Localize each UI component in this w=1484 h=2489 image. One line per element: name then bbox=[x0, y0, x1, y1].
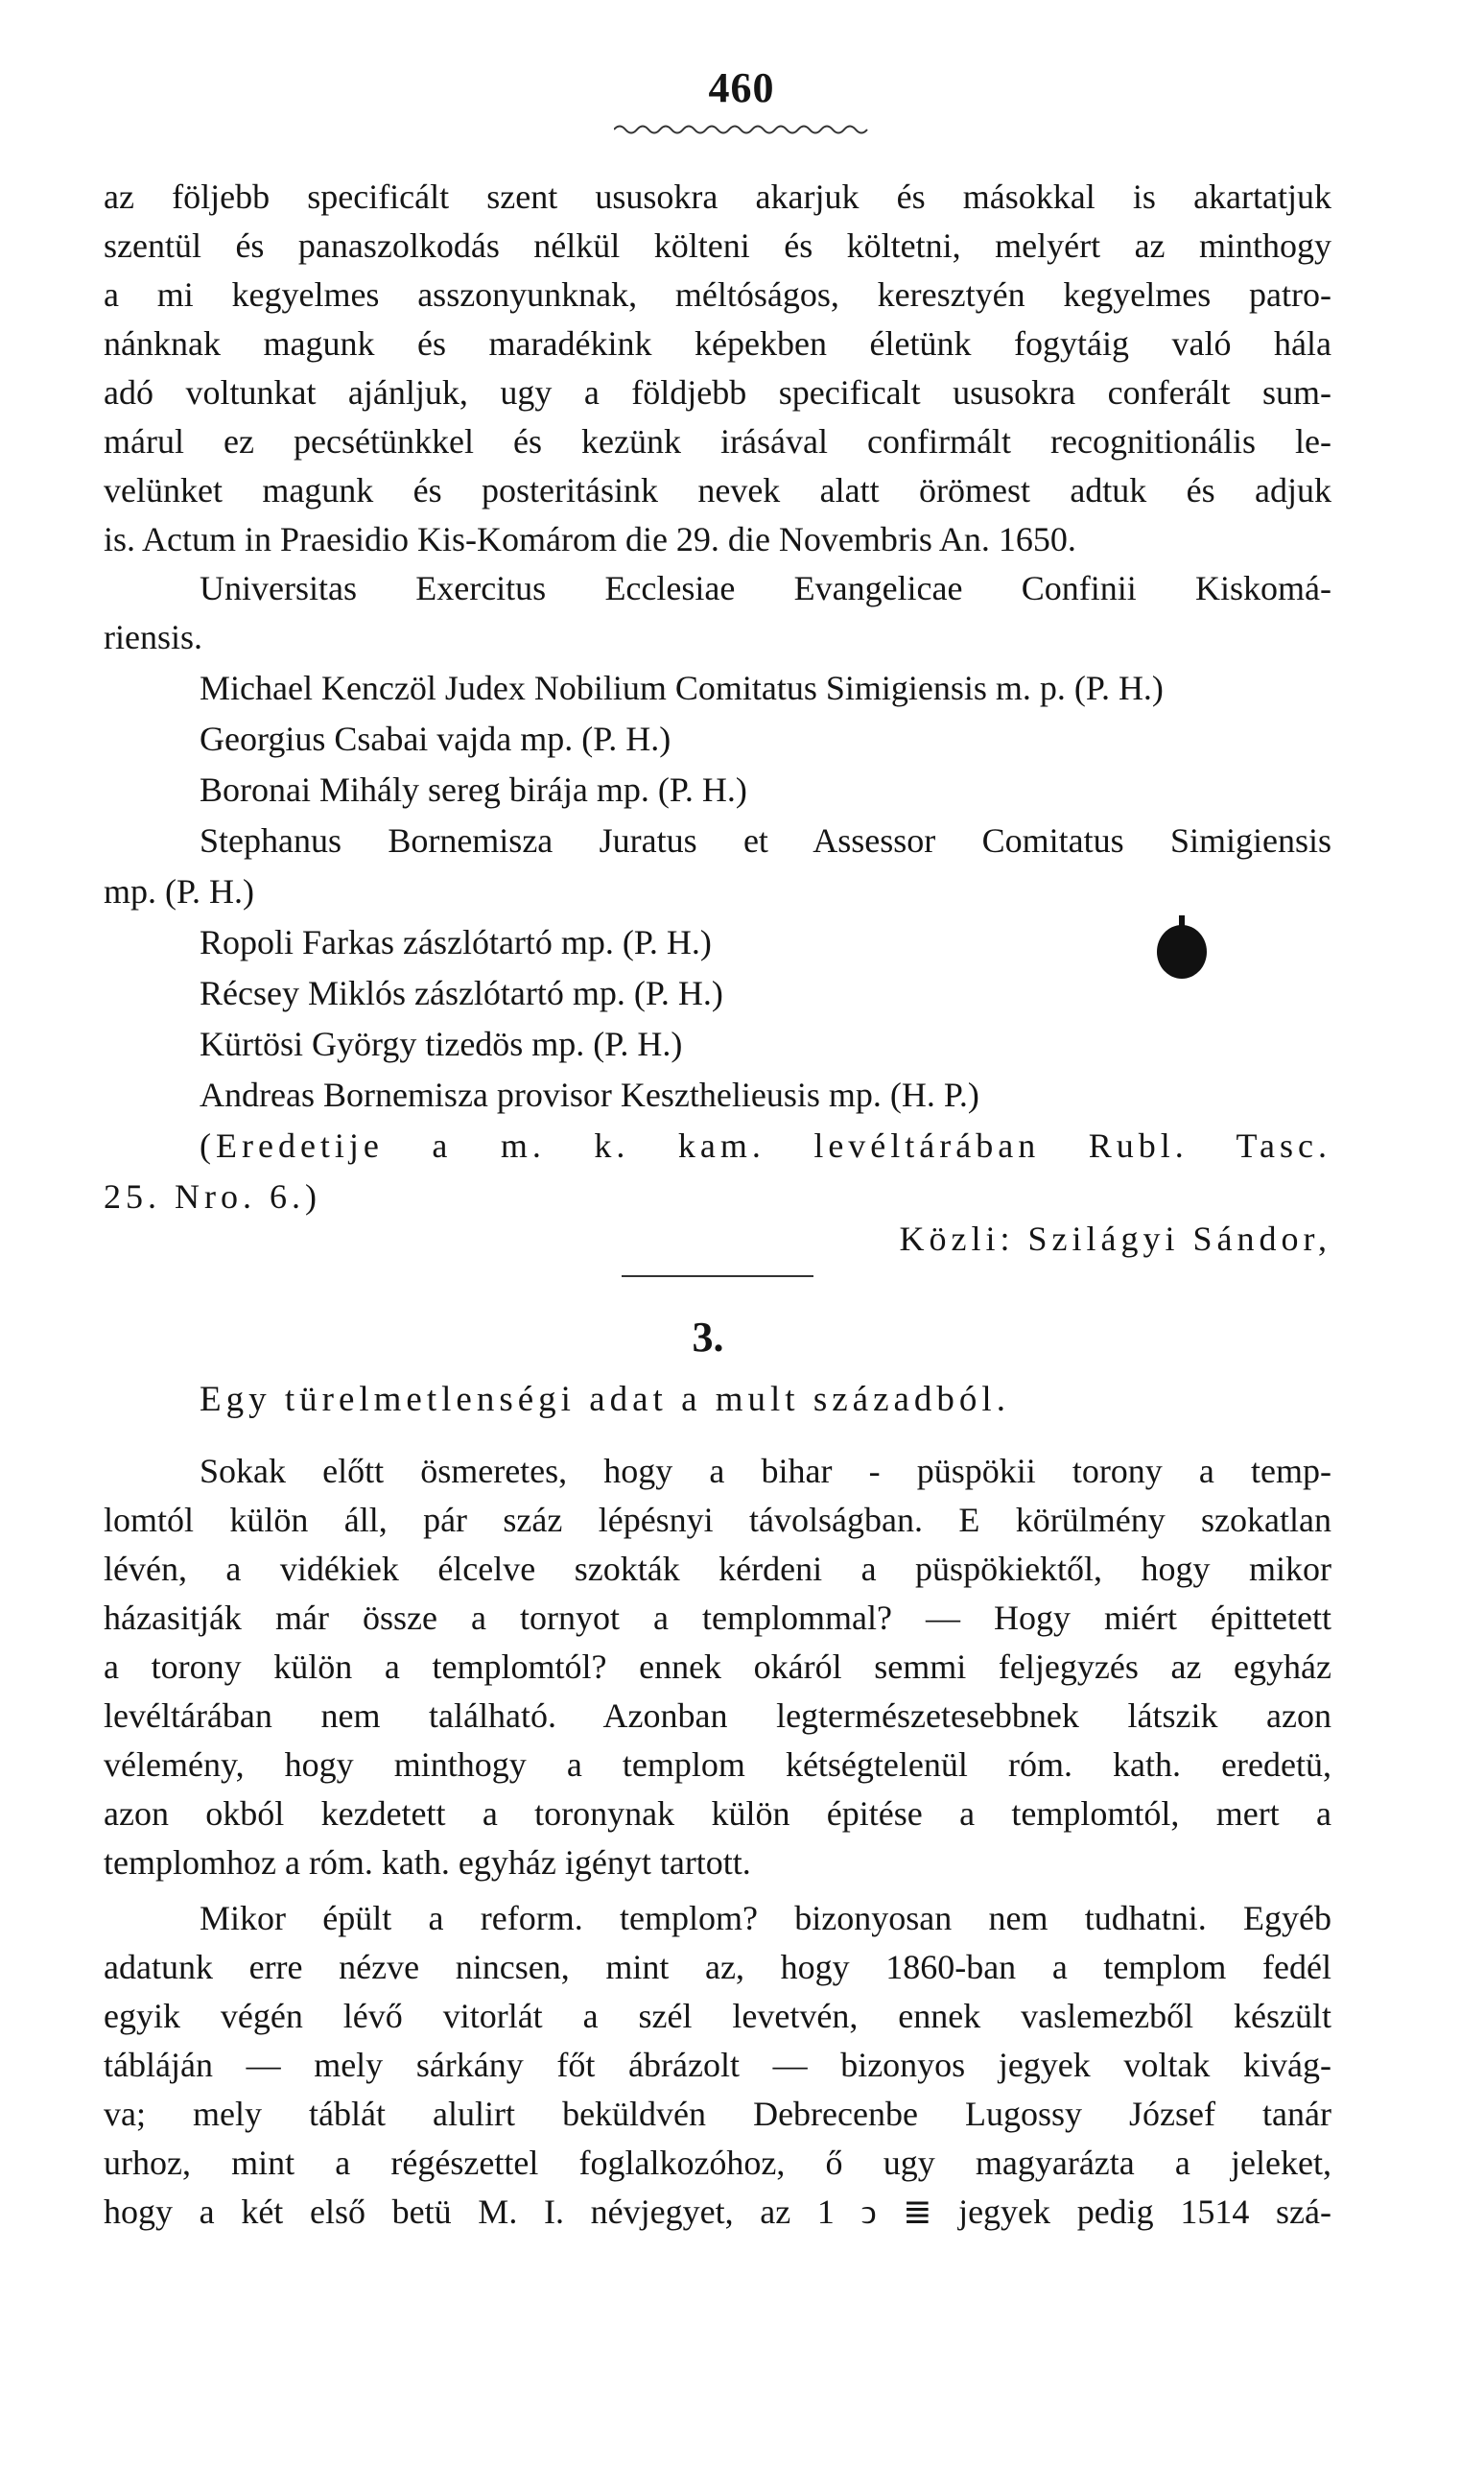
seal-mark-icon bbox=[1153, 912, 1211, 981]
source-note: (Eredetije a m. k. kam. levéltárában Rubl. Tasc. bbox=[200, 1126, 1331, 1165]
paragraph-line: lévén, a vidékiek élcelve szokták kérdeni a püspökiektől, hogy mikor bbox=[104, 1550, 1331, 1588]
wavy-rule bbox=[614, 123, 871, 136]
text-line: Universitas Exercitus Ecclesiae Evangelicae Confinii Kiskomá- bbox=[200, 569, 1331, 607]
paragraph-line: tábláján — mely sárkány főt ábrázolt — bizonyos jegyek voltak kivág- bbox=[104, 2046, 1331, 2084]
signature-line: Georgius Csabai vajda mp. (P. H.) bbox=[200, 720, 671, 758]
signature-line: Michael Kenczöl Judex Nobilium Comitatus Simigiensis m. p. (P. H.) bbox=[200, 669, 1164, 707]
communicated-by: Közli: Szilágyi Sándor, bbox=[899, 1220, 1331, 1258]
text-line: nánknak magunk és maradékink képekben életünk fogytáig való hála bbox=[104, 324, 1331, 363]
signature-line: Stephanus Bornemisza Juratus et Assessor Comitatus Simigiensis bbox=[200, 821, 1331, 860]
paragraph-line: a torony külön a templomtól? ennek okáról semmi feljegyzés az egyház bbox=[104, 1647, 1331, 1686]
text-line: is. Actum in Praesidio Kis-Komárom die 29. die Novembris An. 1650. bbox=[104, 520, 1076, 558]
paragraph-line: lomtól külön áll, pár száz lépésnyi távolságban. E körülmény szokatlan bbox=[104, 1501, 1331, 1539]
paragraph-line: hogy a két első betü M. I. névjegyet, az 1 ↄ ≣ jegyek pedig 1514 szá- bbox=[104, 2193, 1331, 2231]
section-divider bbox=[622, 1275, 813, 1277]
signature-line: Boronai Mihály sereg birája mp. (P. H.) bbox=[200, 770, 747, 809]
paragraph-line: egyik végén lévő vitorlát a szél levetvén, ennek vaslemezből készült bbox=[104, 1997, 1331, 2035]
paragraph-line: vélemény, hogy minthogy a templom kétségtelenül róm. kath. eredetü, bbox=[104, 1745, 1331, 1784]
text-line: a mi kegyelmes asszonyunknak, méltóságos, keresztyén kegyelmes patro- bbox=[104, 275, 1331, 314]
text-line: az följebb specificált szent ususokra akarjuk és másokkal is akartatjuk bbox=[104, 178, 1331, 216]
text-line: riensis. bbox=[104, 618, 202, 656]
text-line: velünket magunk és posteritásink nevek alatt örömest adtuk és adjuk bbox=[104, 471, 1331, 510]
paragraph-line: levéltárában nem található. Azonban legtermészetesebbnek látszik azon bbox=[104, 1696, 1331, 1735]
source-note: 25. Nro. 6.) bbox=[104, 1177, 321, 1216]
text-line: szentül és panaszolkodás nélkül költeni és költetni, melyért az minthogy bbox=[104, 226, 1331, 265]
section-title: Egy türelmetlenségi adat a mult századból. bbox=[200, 1380, 1010, 1419]
paragraph-line: templomhoz a róm. kath. egyház igényt tartott. bbox=[104, 1843, 751, 1882]
text-line: márul ez pecsétünkkel és kezünk irásával confirmált recognitionális le- bbox=[104, 422, 1331, 461]
paragraph-line: azon okból kezdetett a toronynak külön épitése a templomtól, mert a bbox=[104, 1794, 1331, 1833]
paragraph-line: adatunk erre nézve nincsen, mint az, hogy 1860-ban a templom fedél bbox=[104, 1948, 1331, 1986]
signature-line: Ropoli Farkas zászlótartó mp. (P. H.) bbox=[200, 923, 712, 961]
section-number: 3. bbox=[692, 1314, 724, 1361]
paragraph-line: Sokak előtt ösmeretes, hogy a bihar - püspökii torony a temp- bbox=[200, 1452, 1331, 1490]
paragraph-line: urhoz, mint a régészettel foglalkozóhoz, ő ugy magyarázta a jeleket, bbox=[104, 2144, 1331, 2182]
signature-line: Andreas Bornemisza provisor Keszthelieusis mp. (H. P.) bbox=[200, 1076, 979, 1114]
signature-line: Récsey Miklós zászlótartó mp. (P. H.) bbox=[200, 974, 723, 1012]
paragraph-line: házasitják már össze a tornyot a templommal? — Hogy miért épittetett bbox=[104, 1599, 1331, 1637]
page-number: 460 bbox=[708, 64, 775, 111]
signature-line: mp. (P. H.) bbox=[104, 872, 255, 911]
paragraph-line: va; mely táblát alulirt beküldvén Debrecenbe Lugossy József tanár bbox=[104, 2095, 1331, 2133]
signature-line: Kürtösi György tizedös mp. (P. H.) bbox=[200, 1025, 683, 1063]
paragraph-line: Mikor épült a reform. templom? bizonyosan nem tudhatni. Egyéb bbox=[200, 1899, 1331, 1937]
text-line: adó voltunkat ajánljuk, ugy a földjebb specificalt ususokra conferált sum- bbox=[104, 373, 1331, 412]
